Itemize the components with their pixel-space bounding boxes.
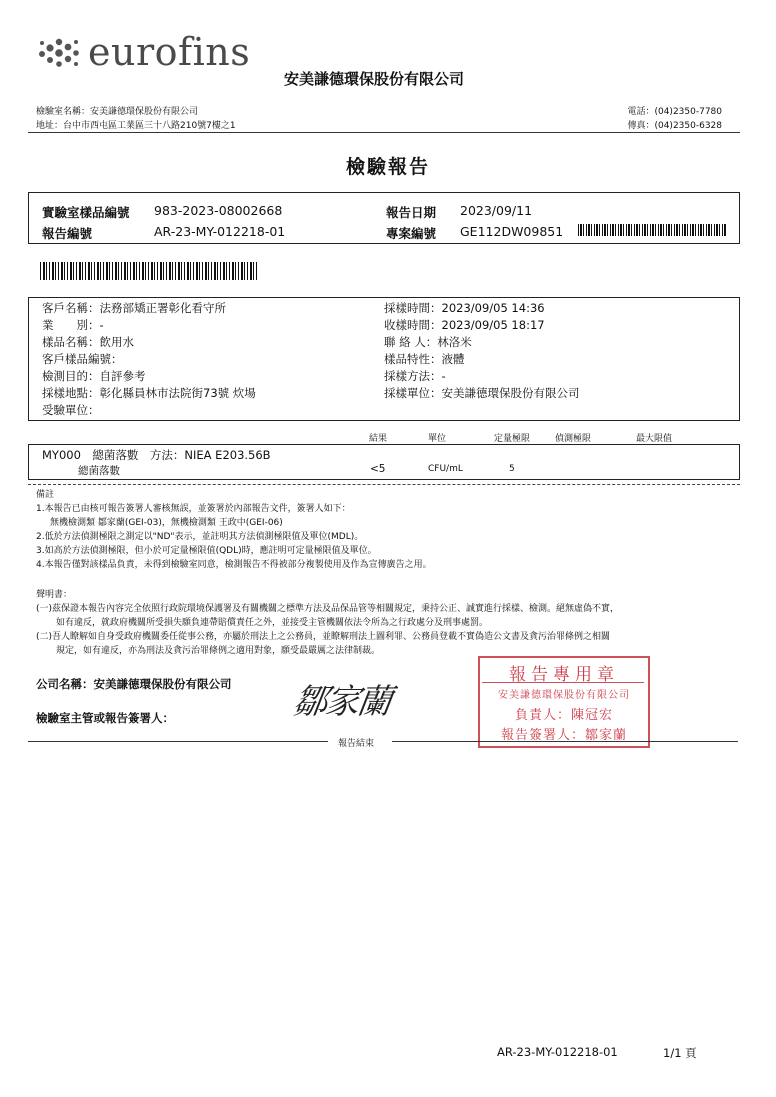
end-rule-left [28, 741, 328, 742]
header-unit: 單位 [428, 434, 447, 444]
sample-property: 樣品特性：液體 [384, 352, 465, 366]
signer-line: 檢驗室主管或報告簽署人： [36, 711, 174, 725]
remarks-title: 備註 [36, 490, 55, 500]
stamp-company: 安美謙德環保股份有限公司 [498, 690, 630, 701]
project-no: GE112DW09851 [460, 224, 564, 239]
footer-report-no: AR-23-MY-012218-01 [497, 1045, 618, 1059]
sampling-unit: 採樣單位：安美謙德環保股份有限公司 [384, 386, 580, 400]
company-name: 安美謙德環保股份有限公司 [284, 70, 465, 88]
sample-no: 983-2023-08002668 [154, 203, 283, 218]
stamp-title: 報告專用章 [509, 665, 619, 685]
sampling-time: 採樣時間：2023/09/05 14:36 [384, 301, 545, 315]
project-no-label: 專案編號 [386, 226, 437, 241]
footer-page: 1/1 頁 [663, 1046, 697, 1060]
sample-name: 樣品名稱：飲用水 [42, 335, 134, 349]
lab-fax: 傳真：(04)2350-6328 [627, 121, 722, 131]
inspected-unit: 受驗單位： [42, 403, 100, 417]
sampling-method: 採樣方法：- [384, 369, 446, 383]
remark-line: 2.低於方法偵測極限之測定以"ND"表示，並註明其方法偵測極限值及單位(MDL)。 [36, 532, 364, 542]
declaration-line: 如有違反，就政府機關所受損失願負連帶賠償責任之外，並接受主管機關依法令所為之行政處分及刑事處罰。 [56, 618, 489, 628]
test-purpose: 檢測目的：自評參考 [42, 369, 146, 383]
sampling-location: 採樣地點：彰化縣員林市法院街73號 炊場 [42, 386, 256, 400]
declaration-line: 規定，如有違反，亦為刑法及貪污治罪條例之適用對象，願受最嚴厲之法律制裁。 [56, 646, 381, 656]
report-no: AR-23-MY-012218-01 [154, 224, 286, 239]
header-divider [28, 132, 740, 133]
report-end: 報告結束 [338, 739, 375, 749]
lab-address: 地址：台中市西屯區工業區三十八路210號7樓之1 [36, 121, 236, 131]
stamp-manager: 負責人：陳冠宏 [514, 708, 613, 723]
client-sample-no: 客戶樣品編號： [42, 352, 123, 366]
remark-line: 無機檢測類 鄒家蘭(GEI-03)，無機檢測類 王政中(GEI-06) [50, 518, 283, 528]
report-no-label: 報告編號 [42, 226, 93, 241]
declaration-line: (二)吾人瞭解如自身受政府機關委任從事公務，亦屬於刑法上之公務員，並瞭解刑法上圖利罪、公務員登載不實偽造公文書及貪污治罪條例之相關 [36, 632, 611, 642]
remark-line: 1.本報告已由核可報告簽署人審核無誤，並簽署於內部報告文件，簽署人如下： [36, 504, 351, 514]
result-quant-limit: 5 [509, 464, 515, 474]
header-max-limit: 最大限值 [636, 434, 673, 444]
declaration-line: (一)茲保證本報告內容完全依照行政院環境保護署及有關機關之標準方法及品保品管等相關規定，秉持公正、誠實進行採樣、檢測。絕無虛偽不實， [36, 604, 620, 614]
declaration-title: 聲明書： [36, 590, 73, 600]
remark-line: 4.本報告僅對該樣品負責，未得到檢驗室同意，檢測報告不得被部分複製使用及作為宣傳廣告之用。 [36, 560, 432, 570]
result-unit: CFU/mL [428, 464, 463, 474]
lab-phone: 電話：(04)2350-7780 [627, 107, 722, 117]
stamp-signer: 報告簽署人：鄒家蘭 [500, 728, 627, 743]
end-rule-right [392, 741, 738, 742]
header-result: 結果 [369, 434, 388, 444]
sample-no-label: 實驗室樣品編號 [42, 205, 130, 220]
eurofins-logo-icon [36, 34, 84, 70]
logo-text: eurofins [88, 30, 251, 74]
header-detect-limit: 偵測極限 [555, 434, 592, 444]
client-name: 客戶名稱：法務部矯正署彰化看守所 [42, 301, 226, 315]
report-stamp [478, 656, 650, 748]
handwritten-signature: 鄒家蘭 [290, 682, 393, 722]
report-date: 2023/09/11 [460, 203, 533, 218]
stamp-rule [482, 682, 644, 683]
client-industry: 業 別：- [42, 318, 104, 332]
sample-barcode [40, 262, 258, 280]
report-info-box [28, 192, 740, 244]
header-quant-limit: 定量極限 [494, 434, 531, 444]
receiving-time: 收樣時間：2023/09/05 18:17 [384, 318, 545, 332]
result-value: <5 [370, 463, 386, 475]
project-barcode [578, 224, 726, 236]
page-title: 檢驗報告 [345, 156, 430, 178]
remarks-divider [28, 484, 740, 485]
company-line: 公司名稱：安美謙德環保股份有限公司 [36, 677, 232, 691]
contact-person: 聯 絡 人：林洛米 [384, 335, 472, 349]
report-date-label: 報告日期 [386, 205, 437, 220]
lab-name: 檢驗室名稱：安美謙德環保股份有限公司 [36, 107, 199, 117]
result-item: 總菌落數 [78, 465, 120, 477]
remark-line: 3.如高於方法偵測極限，但小於可定量極限值(QDL)時，應註明可定量極限值及單位。 [36, 546, 377, 556]
method-line: MY000 總菌落數 方法：NIEA E203.56B [42, 448, 271, 462]
